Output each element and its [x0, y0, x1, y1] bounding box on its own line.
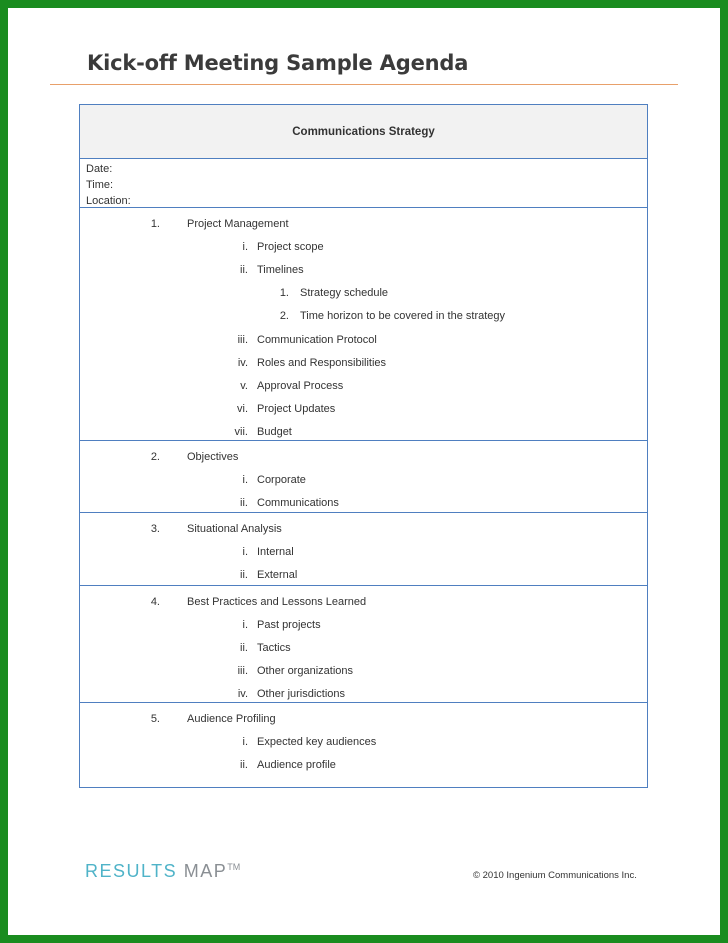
- document-page: [8, 8, 720, 935]
- agenda-section-4-number: 4.: [150, 596, 160, 608]
- agenda-item-number: ii.: [240, 759, 248, 772]
- logo-trademark: TM: [227, 862, 241, 872]
- section-divider: [80, 702, 647, 703]
- agenda-item-number: i.: [242, 474, 248, 487]
- agenda-item-number: iv.: [237, 688, 248, 701]
- agenda-section-3-number: 3.: [150, 523, 160, 535]
- agenda-item-number: vi.: [237, 402, 248, 415]
- logo-results-text: RESULTS: [85, 861, 178, 881]
- agenda-item-label: Internal: [257, 546, 294, 559]
- agenda-item-label: Budget: [257, 425, 292, 438]
- table-header: Communications Strategy: [80, 105, 647, 159]
- agenda-item-number: i.: [242, 619, 248, 632]
- agenda-item-label: Timelines: [257, 264, 304, 277]
- results-map-logo: [85, 861, 240, 882]
- agenda-item-label: Other jurisdictions: [257, 688, 346, 701]
- agenda-item-label: Approval Process: [257, 379, 344, 392]
- agenda-item-label: Audience profile: [257, 759, 336, 772]
- agenda-item-label: Expected key audiences: [257, 736, 377, 749]
- agenda-subitem-number: 1.: [279, 287, 289, 300]
- agenda-item-number: i.: [242, 241, 248, 254]
- agenda-item-label: External: [257, 569, 298, 582]
- title-divider: [50, 84, 678, 85]
- agenda-item-number: iv.: [237, 356, 248, 369]
- agenda-item-number: ii.: [240, 264, 248, 277]
- agenda-item-label: Corporate: [257, 474, 306, 487]
- agenda-section-5-label: Audience Profiling: [187, 713, 276, 725]
- agenda-section-3-label: Situational Analysis: [187, 523, 282, 535]
- agenda-item-label: Other organizations: [257, 665, 353, 678]
- agenda-item-number: i.: [242, 736, 248, 749]
- agenda-item-label: Tactics: [257, 642, 291, 655]
- agenda-item-number: iii.: [237, 333, 248, 346]
- agenda-item-number: ii.: [240, 569, 248, 582]
- page-title: Kick-off Meeting Sample Agenda: [87, 51, 469, 75]
- agenda-section-1-number: 1.: [150, 218, 160, 230]
- logo-map-text: MAP: [183, 861, 228, 881]
- agenda-subitem-label: Strategy schedule: [300, 287, 389, 300]
- agenda-section-1-label: Project Management: [187, 218, 289, 230]
- section-divider: [80, 207, 647, 208]
- agenda-section-2-label: Objectives: [187, 451, 239, 463]
- meta-time-label: Time:: [86, 179, 114, 191]
- agenda-item-label: Project scope: [257, 241, 324, 254]
- agenda-subitem-number: 2.: [279, 310, 289, 323]
- agenda-item-number: ii.: [240, 642, 248, 655]
- agenda-subitem-label: Time horizon to be covered in the strategy: [300, 310, 506, 323]
- agenda-item-number: iii.: [237, 665, 248, 678]
- agenda-item-number: vii.: [234, 425, 248, 438]
- agenda-item-label: Project Updates: [257, 402, 336, 415]
- agenda-item-label: Communications: [257, 497, 339, 510]
- copyright-notice: © 2010 Ingenium Communications Inc.: [473, 870, 637, 881]
- agenda-item-label: Roles and Responsibilities: [257, 356, 387, 369]
- agenda-item-number: v.: [240, 379, 248, 392]
- section-divider: [80, 440, 647, 441]
- meta-date-label: Date:: [86, 163, 113, 175]
- agenda-section-5-number: 5.: [150, 713, 160, 725]
- meta-location-label: Location:: [86, 195, 131, 207]
- agenda-item-number: ii.: [240, 497, 248, 510]
- agenda-item-number: i.: [242, 546, 248, 559]
- agenda-item-label: Communication Protocol: [257, 333, 377, 346]
- section-divider: [80, 512, 647, 513]
- agenda-section-2-number: 2.: [150, 451, 160, 463]
- section-divider: [80, 585, 647, 586]
- agenda-section-4-label: Best Practices and Lessons Learned: [187, 596, 367, 608]
- agenda-item-label: Past projects: [257, 619, 321, 632]
- agenda-table: [79, 104, 648, 788]
